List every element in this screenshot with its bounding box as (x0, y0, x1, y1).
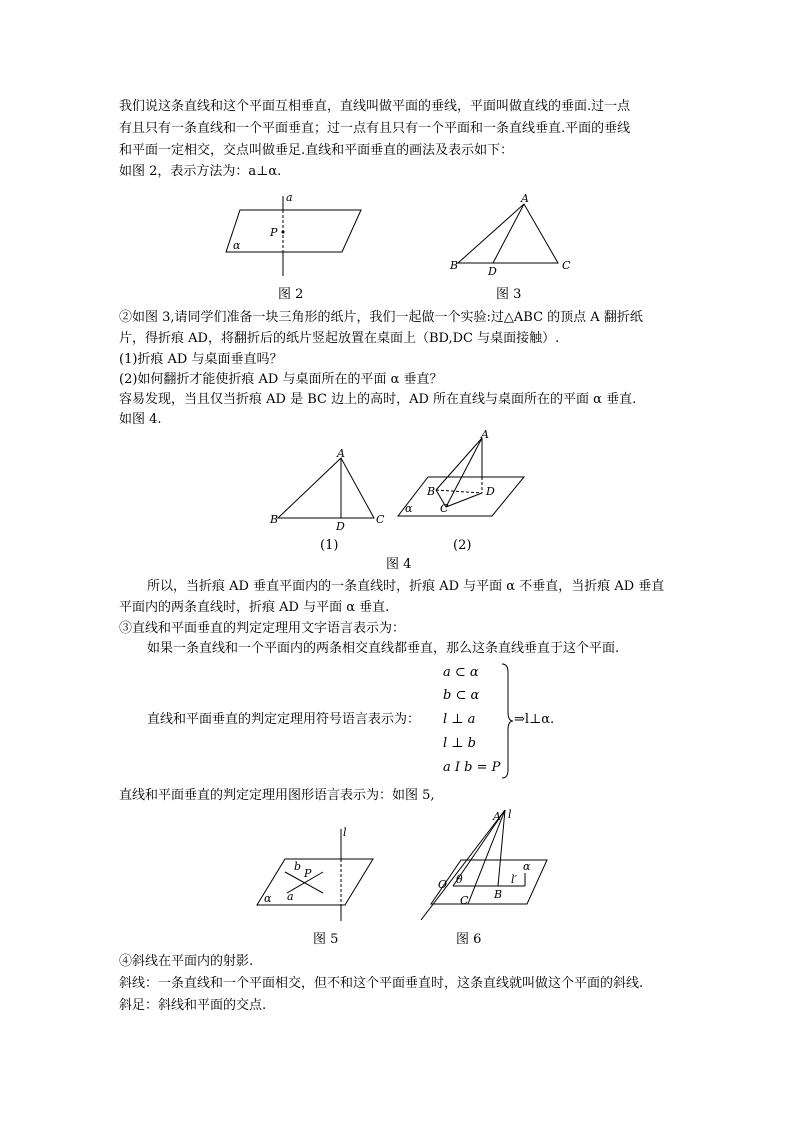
label-A: A (337, 447, 345, 460)
label-B: B (427, 485, 436, 498)
paragraph-line: (1)折痕 AD 与桌面垂直吗？ (119, 352, 283, 367)
paragraph-line: 平面内的两条直线时，折痕 AD 与平面 α 垂直. (119, 600, 390, 615)
figure-3 (448, 192, 578, 282)
paragraph-line: (2)如何翻折才能使折痕 AD 与桌面所在的平面 α 垂直？ (119, 372, 443, 387)
paragraph-line: ③直线和平面垂直的判定定理用文字语言表示为： (119, 621, 406, 636)
paragraph-line: 和平面一定相交，交点叫做垂足.直线和平面垂直的画法及表示如下： (119, 143, 514, 158)
label-A: A (481, 428, 489, 441)
condition-3: l ⊥ a (443, 712, 476, 727)
figure-5-caption: 图 5 (313, 932, 339, 947)
paragraph-line: 斜足：斜线和平面的交点. (119, 998, 267, 1013)
figure-4-part-1 (264, 446, 394, 536)
label-C: C (460, 894, 469, 907)
figure-4-part-2 (396, 428, 526, 524)
figure-2 (220, 186, 370, 280)
label-l: l (343, 826, 347, 839)
label-b: b (294, 860, 302, 873)
label-B: B (494, 888, 503, 901)
condition-1: a ⊂ α (443, 665, 479, 680)
label-C: C (376, 513, 385, 526)
figure-3-caption: 图 3 (496, 287, 522, 302)
paragraph-line: 直线和平面垂直的判定定理用图形语言表示为：如图 5, (119, 788, 435, 803)
figure-6 (413, 806, 548, 924)
figure-4-caption: 图 4 (386, 557, 412, 572)
label-B: B (450, 259, 459, 272)
label-alpha: α (264, 892, 272, 905)
label-D: D (488, 265, 497, 278)
paragraph-line: 如图 2，表示方法为：a⊥α. (119, 164, 282, 179)
paragraph-line: ④斜线在平面内的射影. (119, 954, 254, 969)
label-a: a (287, 890, 294, 903)
paragraph-line: 如图 4. (119, 412, 162, 427)
label-D: D (486, 485, 495, 498)
paragraph-line: 斜线：一条直线和一个平面相交，但不和这个平面垂直时，这条直线就叫做这个平面的斜线. (119, 976, 644, 991)
label-P: P (304, 867, 312, 880)
label-theta: θ (456, 873, 463, 886)
condition-4: l ⊥ b (443, 736, 476, 751)
figure-4-part-1-caption: (1) (320, 538, 339, 553)
paragraph-line: ②如图 3,请同学们准备一块三角形的纸片，我们一起做一个实验:过△ABC 的顶点 A 翻折纸 (119, 310, 643, 325)
paragraph-line: 如果一条直线和一个平面内的两条相交直线都垂直，那么这条直线垂直于这个平面. (147, 641, 620, 656)
figure-6-caption: 图 6 (456, 932, 482, 947)
paragraph-line: 所以，当折痕 AD 垂直平面内的一条直线时，折痕 AD 与平面 α 不垂直，当折痕 AD 垂直 (147, 579, 665, 594)
symbol-language-label: 直线和平面垂直的判定定理用符号语言表示为： (147, 712, 421, 727)
paragraph-line: 容易发现，当且仅当折痕 AD 是 BC 边上的高时，AD 所在直线与桌面所在的平面 α 垂直. (119, 392, 637, 407)
label-lprime: l′ (511, 873, 518, 886)
conclusion: ⇒l⊥α. (514, 712, 555, 727)
label-l: l (508, 808, 512, 821)
label-A: A (493, 810, 501, 823)
label-P: P (270, 226, 278, 239)
label-alpha: α (523, 860, 531, 873)
label-D: D (336, 520, 345, 533)
label-alpha: α (233, 239, 241, 252)
label-C: C (440, 502, 449, 515)
paragraph-line: 片，得折痕 AD，将翻折后的纸片竖起放置在桌面上（BD,DC 与桌面接触）. (119, 331, 560, 346)
figure-2-caption: 图 2 (278, 287, 304, 302)
label-alpha: α (405, 502, 413, 515)
label-A: A (521, 192, 529, 205)
figure-5 (255, 825, 380, 925)
paragraph-line: 我们说这条直线和这个平面互相垂直，直线叫做平面的垂线，平面叫做直线的垂面.过一点 (119, 99, 631, 114)
right-brace (500, 662, 514, 780)
condition-2: b ⊂ α (443, 688, 480, 703)
figure-4-part-2-caption: (2) (453, 538, 472, 553)
paragraph-line: 有且只有一条直线和一个平面垂直；过一点有且只有一个平面和一条直线垂直.平面的垂线 (119, 121, 631, 136)
label-B: B (270, 513, 279, 526)
label-O: O (438, 878, 448, 891)
label-a: a (286, 191, 293, 204)
label-C: C (562, 259, 571, 272)
condition-5: a I b = P (443, 760, 501, 775)
